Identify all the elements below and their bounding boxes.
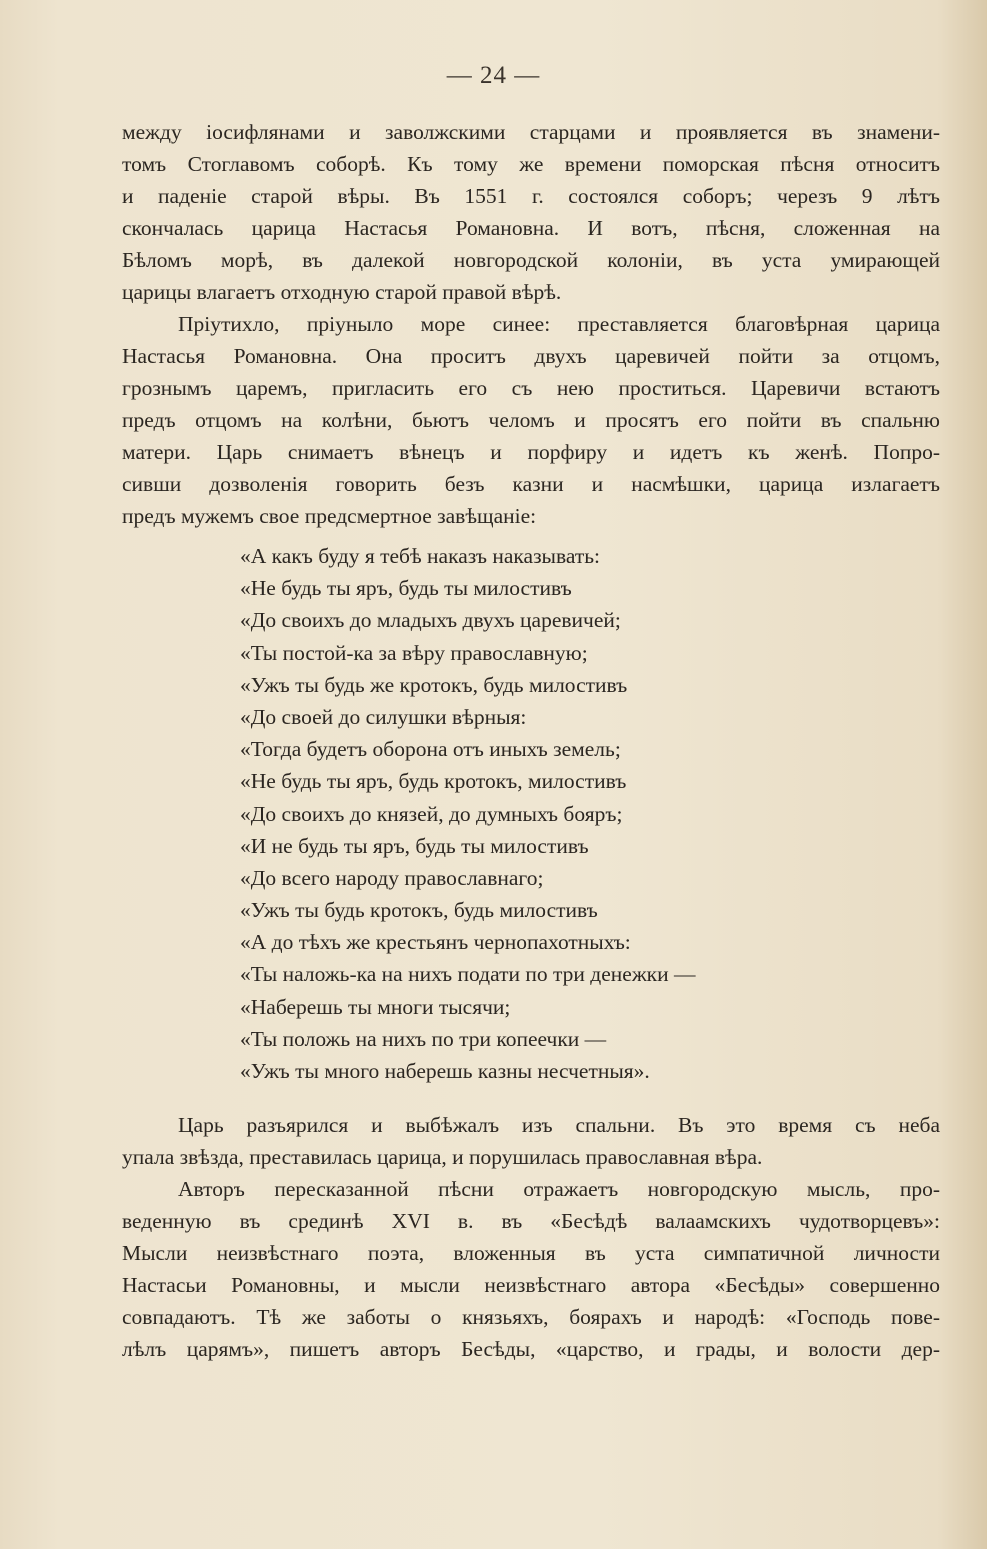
poem-line: «До своей до силушки вѣрныя:: [240, 704, 527, 729]
poem-line: «Наберешь ты многи тысячи;: [240, 994, 511, 1019]
text-line: Бѣломъ морѣ, въ далекой новгородской колоніи, въ уста умирающей: [122, 248, 940, 272]
poem-quotation: [122, 540, 940, 1087]
text-line: Мысли неизвѣстнаго поэта, вложенныя въ уста симпатичной личности: [122, 1241, 940, 1266]
spacer: [122, 532, 940, 540]
text-line: Настасья Романовна. Она проситъ двухъ царевичей пойти за отцомъ,: [122, 344, 940, 368]
text-line: и паденіе старой вѣры. Въ 1551 г. состоялся соборъ; черезъ 9 лѣтъ: [122, 184, 940, 208]
poem-line: «До своихъ до князей, до думныхъ бояръ;: [240, 801, 623, 826]
text-line: сивши дозволенія говорить безъ казни и насмѣшки, царица излагаетъ: [122, 472, 940, 496]
poem-line: «Не будь ты яръ, будь кротокъ, милостивъ: [240, 769, 627, 794]
poem-line: «Ты постой-ка за вѣру православную;: [240, 640, 588, 665]
poem-line: «Тогда будетъ оборона отъ иныхъ земель;: [240, 737, 621, 762]
text-line: томъ Стоглавомъ соборѣ. Къ тому же времени поморская пѣсня относитъ: [122, 152, 940, 176]
text-line: веденную въ срединѣ XVI в. въ «Бесѣдѣ валаамскихъ чудотворцевъ»:: [122, 1209, 940, 1234]
poem-line: «И не будь ты яръ, будь ты милостивъ: [240, 833, 589, 858]
poem-line: «А до тѣхъ же крестьянъ чернопахотныхъ:: [240, 930, 631, 955]
poem-line: «До своихъ до младыхъ двухъ царевичей;: [240, 608, 621, 633]
spacer: [122, 1087, 940, 1109]
paragraph-1: [122, 116, 940, 308]
poem-line: «Ужъ ты будь же кротокъ, будь милостивъ: [240, 672, 628, 697]
text-line: Пріутихло, пріуныло море синее: преставляется благовѣрная царица: [178, 312, 940, 336]
text-line: скончалась царица Настасья Романовна. И вотъ, пѣсня, сложенная на: [122, 216, 940, 240]
text-line: между іосифлянами и заволжскими старцами и проявляется въ знамени-: [122, 120, 940, 144]
text-line: упала звѣзда, преставилась царица, и порушилась православная вѣра.: [122, 1145, 763, 1170]
text-line: царицы влагаетъ отходную старой правой вѣрѣ.: [122, 280, 562, 304]
page-number: — 24 —: [446, 62, 541, 89]
text-line: Авторъ пересказанной пѣсни отражаетъ новгородскую мысль, про-: [178, 1177, 940, 1202]
text-line: предъ мужемъ свое предсмертное завѣщаніе:: [122, 504, 537, 528]
text-line: предъ отцомъ на колѣни, бьютъ челомъ и просятъ его пойти въ спальню: [122, 408, 940, 432]
page-body: [122, 116, 940, 1365]
poem-line: «Ужъ ты много наберешь казны несчетныя».: [240, 1059, 650, 1083]
poem-line: «А какъ буду я тебѣ наказъ наказывать:: [240, 544, 601, 568]
text-line: лѣлъ царямъ», пишетъ авторъ Бесѣды, «царство, и грады, и волости дер-: [122, 1337, 940, 1362]
poem-line: «Ты положь на нихъ по три копеечки —: [240, 1026, 607, 1051]
text-line: совпадаютъ. Тѣ же заботы о князьяхъ, боярахъ и народѣ: «Господь пове-: [122, 1305, 940, 1330]
paragraph-4: [122, 1173, 940, 1365]
text-line: Настасьи Романовны, и мысли неизвѣстнаго автора «Бесѣды» совершенно: [122, 1273, 940, 1298]
text-line: грознымъ царемъ, пригласить его съ нею проститься. Царевичи встаютъ: [122, 376, 940, 400]
paragraph-3: [122, 1109, 940, 1173]
paragraph-2: [122, 308, 940, 532]
text-line: матери. Царь снимаетъ вѣнецъ и порфиру и идетъ къ женѣ. Попро-: [122, 440, 940, 464]
poem-line: «Ужъ ты будь кротокъ, будь милостивъ: [240, 898, 598, 923]
poem-line: «До всего народу православнаго;: [240, 865, 544, 890]
poem-line: «Не будь ты яръ, будь ты милостивъ: [240, 576, 572, 601]
poem-line: «Ты наложь-ка на нихъ подати по три денежки —: [240, 962, 696, 987]
text-line: Царь разъярился и выбѣжалъ изъ спальни. Въ это время съ неба: [178, 1113, 940, 1138]
